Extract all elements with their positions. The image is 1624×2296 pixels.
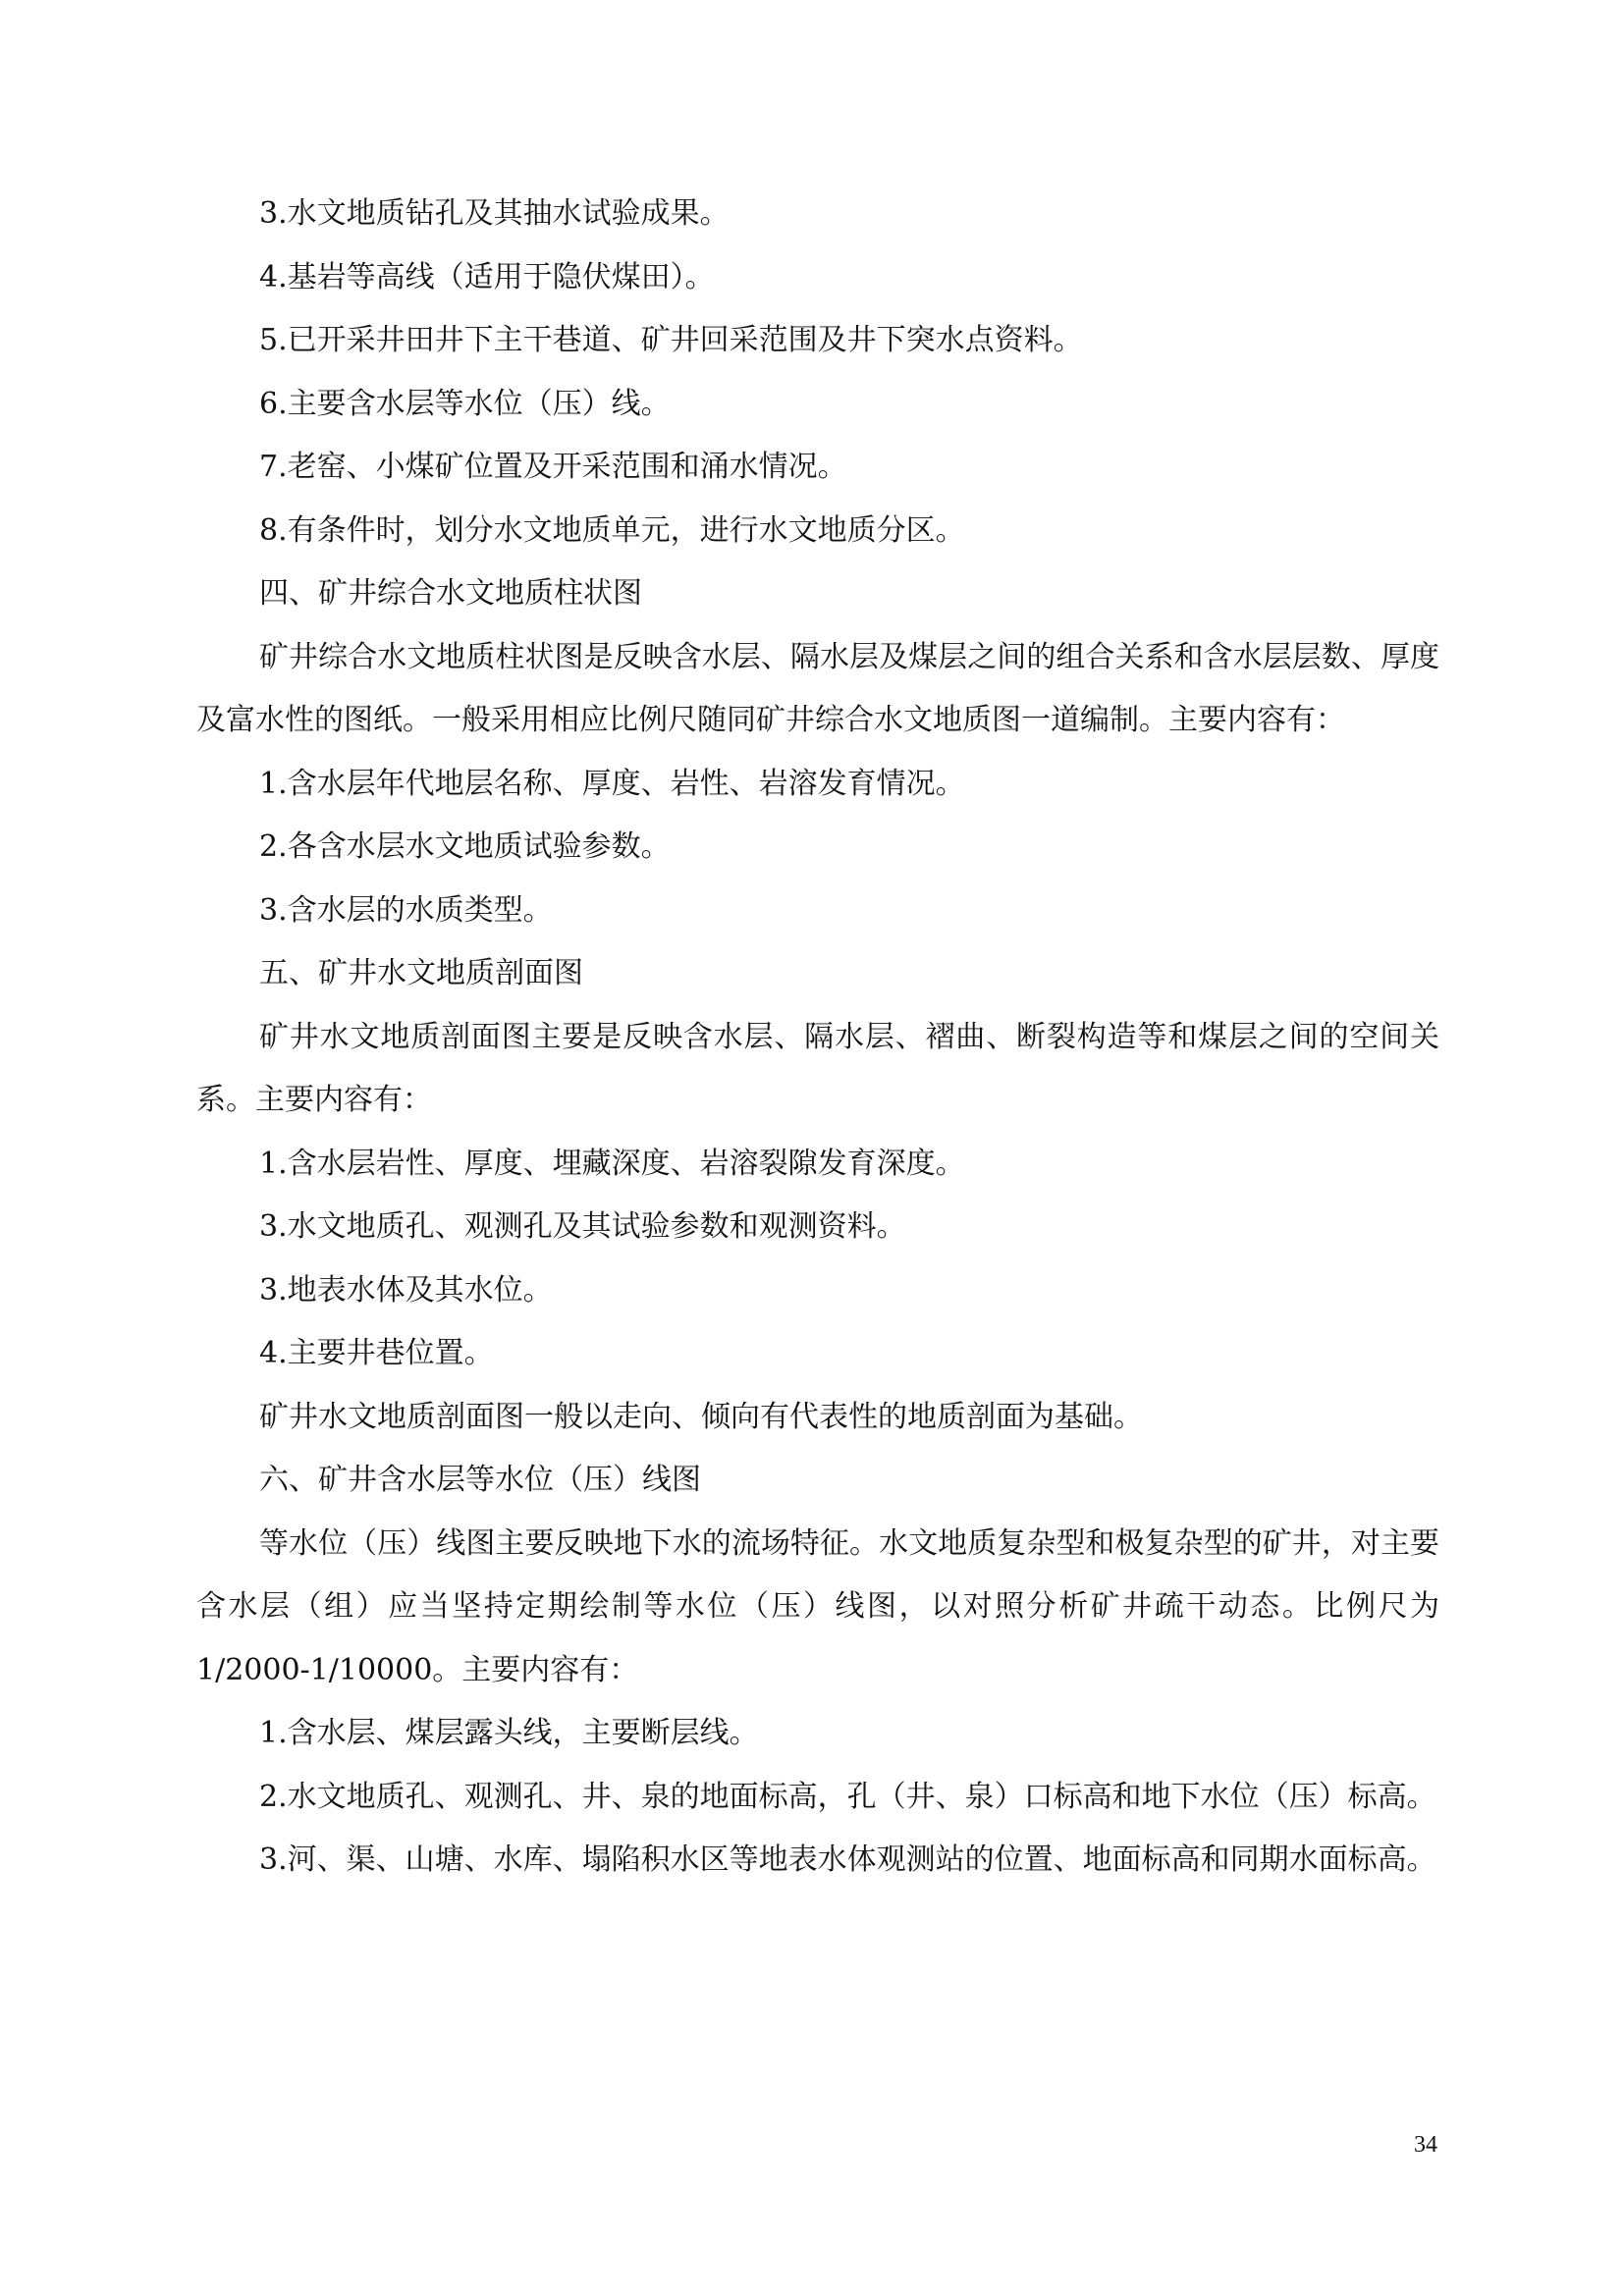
list-item-outcrop-lines: 1.含水层、煤层露头线，主要断层线。 (259, 1716, 759, 1750)
list-item-hydro-units: 8.有条件时，划分水文地质单元，进行水文地质分区。 (259, 512, 965, 548)
list-item-water-level-lines: 6.主要含水层等水位（压）线。 (259, 386, 671, 421)
list-item-lithology: 1.含水层岩性、厚度、埋藏深度、岩溶裂隙发育深度。 (259, 1146, 965, 1181)
list-item-aquifer-strata: 1.含水层年代地层名称、厚度、岩性、岩溶发育情况。 (259, 766, 965, 801)
list-item-bedrock-contours: 4.基岩等高线（适用于隐伏煤田）。 (259, 259, 715, 294)
section-heading-6: 六、矿井含水层等水位（压）线图 (259, 1463, 701, 1497)
list-item-observation-holes: 3.水文地质孔、观测孔及其试验参数和观测资料。 (259, 1209, 906, 1244)
list-item-observation-stations: 3.河、渠、山塘、水库、塌陷积水区等地表水体观测站的位置、地面标高和同期水面标高。 (259, 1842, 1436, 1877)
list-item-test-parameters: 2.各含水层水文地质试验参数。 (259, 829, 671, 864)
list-item-water-quality: 3.含水层的水质类型。 (259, 892, 553, 928)
list-item-mined-roadways: 5.已开采井田井下主干巷道、矿井回采范围及井下突水点资料。 (259, 323, 1083, 357)
list-item-roadway-position: 4.主要井巷位置。 (259, 1336, 494, 1370)
list-item-old-mines: 7.老窑、小煤矿位置及开采范围和涌水情况。 (259, 450, 847, 484)
page-number: 34 (1414, 2132, 1437, 2158)
body-paragraph-column-chart: 矿井综合水文地质柱状图是反映含水层、隔水层及煤层之间的组合关系和含水层层数、厚度及富水性的图纸。一般采用相应比例尺随同矿井综合水文地质图一道编制。主要内容有： (196, 639, 1439, 737)
section-heading-5: 五、矿井水文地质剖面图 (259, 956, 583, 990)
body-paragraph-profile: 矿井水文地质剖面图主要是反映含水层、隔水层、褶曲、断裂构造等和煤层之间的空间关系。主要内容有： (196, 1019, 1439, 1117)
section-heading-4: 四、矿井综合水文地质柱状图 (259, 576, 642, 611)
list-item-hydro-boreholes: 3.水文地质钻孔及其抽水试验成果。 (259, 196, 730, 231)
document-body (196, 183, 1439, 1893)
list-item-elevations: 2.水文地质孔、观测孔、井、泉的地面标高，孔（井、泉）口标高和地下水位（压）标高。 (259, 1779, 1436, 1814)
body-paragraph-water-level-map: 等水位（压）线图主要反映地下水的流场特征。水文地质复杂型和极复杂型的矿井，对主要含水层（组）应当坚持定期绘制等水位（压）线图，以对照分析矿井疏干动态。比例尺为1/2000-1/10000。主要内容有： (196, 1525, 1439, 1687)
body-paragraph-profile-basis: 矿井水文地质剖面图一般以走向、倾向有代表性的地质剖面为基础。 (259, 1399, 1143, 1434)
list-item-surface-water: 3.地表水体及其水位。 (259, 1272, 553, 1308)
